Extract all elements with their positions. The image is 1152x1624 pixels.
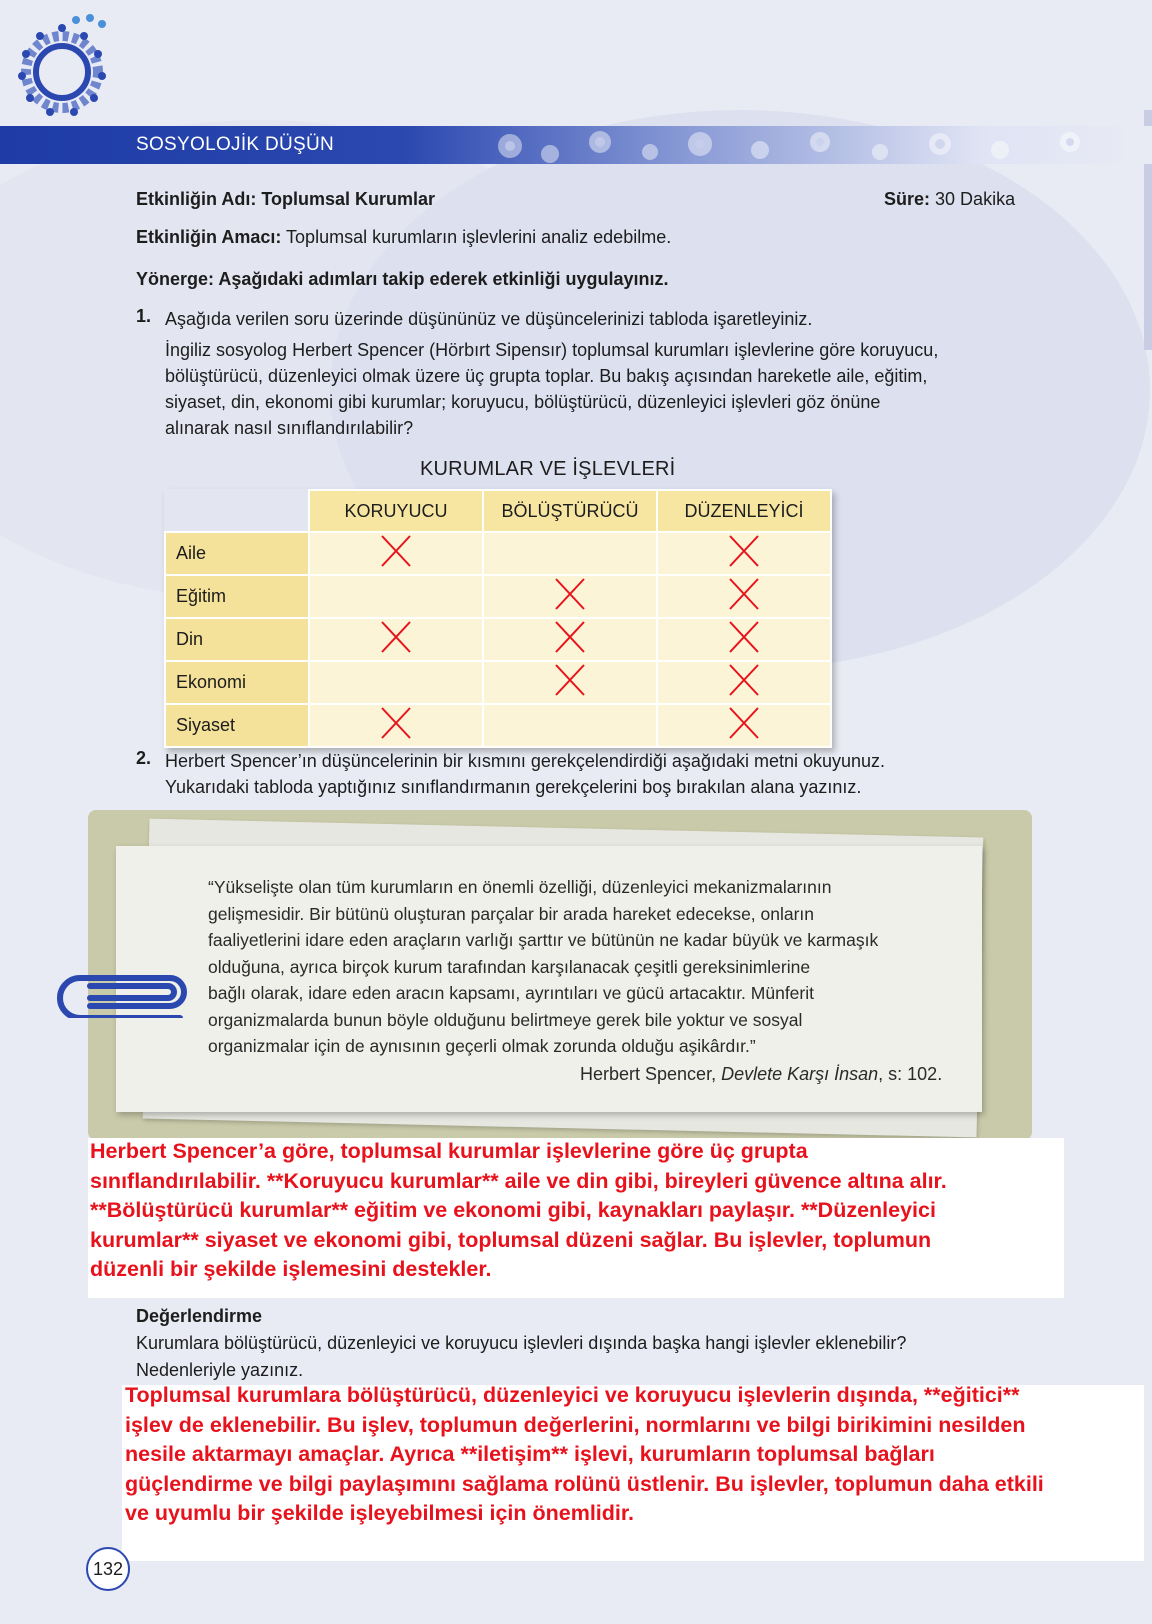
table-cell[interactable] xyxy=(309,575,483,618)
activity-name-value: Toplumsal Kurumlar xyxy=(261,189,436,209)
table-header-row xyxy=(165,490,831,532)
quote-line: bağlı olarak, idare eden aracın kapsamı, ayrıntıları ve gücü artacaktır. Münferit xyxy=(208,983,814,1003)
row-label: Aile xyxy=(165,532,309,575)
answer2-text xyxy=(125,1381,1044,1529)
aim-value: Toplumsal kurumların işlevlerini analiz edebilme. xyxy=(286,227,672,247)
table-cell[interactable] xyxy=(657,618,831,661)
x-mark-icon xyxy=(550,576,590,612)
x-mark-icon xyxy=(550,619,590,655)
quote-source-title: Devlete Karşı İnsan xyxy=(721,1064,879,1084)
column-header-koruyucu: KORUYUCU xyxy=(309,490,483,532)
activity-aim xyxy=(136,224,671,250)
table-cell[interactable] xyxy=(657,661,831,704)
step1-line: alınarak nasıl sınıflandırılabilir? xyxy=(165,418,414,438)
spencer-quote xyxy=(208,874,968,1060)
table-corner xyxy=(165,490,309,532)
table-cell[interactable] xyxy=(309,532,483,575)
activity-name xyxy=(136,186,435,212)
answer-line: güçlendirme ve bilgi paylaşımını sağlama rolünü üstlenir. Bu işlevler, toplumun daha etkili xyxy=(125,1471,1044,1496)
paperclip-icon xyxy=(50,958,200,1018)
quote-line: “Yükselişte olan tüm kurumların en önemli özelliği, düzenleyici mekanizmalarının xyxy=(208,877,832,897)
table-cell[interactable] xyxy=(309,618,483,661)
table-cell[interactable] xyxy=(483,618,657,661)
row-label: Din xyxy=(165,618,309,661)
duration-label: Süre: xyxy=(884,189,931,209)
x-mark-icon xyxy=(724,619,764,655)
answer1-text xyxy=(90,1137,947,1285)
activity-duration xyxy=(884,186,1015,212)
table-cell[interactable] xyxy=(657,532,831,575)
step2-line: Herbert Spencer’ın düşüncelerinin bir kısmını gerekçelendirdiği aşağıdaki metni okuyunuz. xyxy=(165,751,886,771)
step2-line: Yukarıdaki tabloda yaptığınız sınıflandırmanın gerekçelerini boş bırakılan alana yazınız. xyxy=(165,777,862,797)
column-header-duzenleyici: DÜZENLEYİCİ xyxy=(657,490,831,532)
answer-line: Herbert Spencer’a göre, toplumsal kurumlar işlevlerine göre üç grupta xyxy=(90,1139,808,1163)
step2-number: 2. xyxy=(136,748,152,768)
row-label: Ekonomi xyxy=(165,661,309,704)
table-title: KURUMLAR VE İŞLEVLERİ xyxy=(420,458,676,480)
answer-line: **Bölüştürücü kurumlar** eğitim ve ekonomi gibi, kaynakları paylaşır. **Düzenleyici xyxy=(90,1198,936,1222)
instruction-value: Aşağıdaki adımları takip ederek etkinliği uygulayınız. xyxy=(218,269,669,289)
answer-line: işlev de eklenebilir. Bu işlev, toplumun değerlerini, normlarını ve bilgi birikimini nesilden xyxy=(125,1412,1026,1437)
step1-heading: Aşağıda verilen soru üzerinde düşününüz ve düşüncelerinizi tabloda işaretleyiniz. xyxy=(165,309,813,329)
quote-source-author: Herbert Spencer, xyxy=(580,1064,722,1084)
table-row xyxy=(165,661,831,704)
table-row xyxy=(165,532,831,575)
section-title: SOSYOLOJİK DÜŞÜN xyxy=(136,134,335,155)
quote-line: olduğuna, ayrıca birçok kurum tarafından karşılanacak çeşitli gereksinimlerine xyxy=(208,956,811,977)
table-row xyxy=(165,575,831,618)
step1-line: İngiliz sosyolog Herbert Spencer (Hörbırt Sipensır) toplumsal kurumları işlevlerine göre koruyucu, xyxy=(165,340,939,360)
table-cell[interactable] xyxy=(483,575,657,618)
quote-line: faaliyetlerini idare eden araçların varlığı şarttır ve bütünün ne kadar büyük ve karmaşık xyxy=(208,930,879,950)
quote-source xyxy=(580,1064,942,1085)
column-header-boluşturucu: BÖLÜŞTÜRÜCÜ xyxy=(483,490,657,532)
quote-line: gelişmesidir. Bir bütünü oluşturan parçalar bir arada hareket edecekse, onların xyxy=(208,903,815,924)
institutions-table xyxy=(164,489,832,748)
step1-line: siyaset, din, ekonomi gibi kurumlar; koruyucu, bölüştürücü, düzenleyici işlevleri göz önüne xyxy=(165,392,881,412)
answer-line: sınıflandırılabilir. **Koruyucu kurumlar** aile ve din gibi, bireyleri güvence altına alır. xyxy=(90,1168,947,1193)
activity-instruction xyxy=(136,266,669,292)
answer-line: nesile aktarmayı amaçlar. Ayrıca **iletişim** işlevi, kurumların toplumsal bağları xyxy=(125,1442,935,1466)
x-mark-icon xyxy=(550,662,590,698)
evaluation-heading: Değerlendirme xyxy=(136,1306,263,1326)
table-cell[interactable] xyxy=(309,704,483,747)
page-number: 132 xyxy=(86,1547,130,1591)
step1-line: bölüştürücü, düzenleyici olmak üzere üç grupta toplar. Bu bakış açısından hareketle aile, eğitim, xyxy=(165,366,928,386)
table-row xyxy=(165,618,831,661)
x-mark-icon xyxy=(376,533,416,569)
answer-line: Toplumsal kurumlara bölüştürücü, düzenleyici ve koruyucu işlevlerin dışında, **eğitici** xyxy=(125,1383,1020,1407)
answer-line: ve uyumlu bir şekilde işleyebilmesi için önemlidir. xyxy=(125,1501,635,1525)
row-label: Siyaset xyxy=(165,704,309,747)
table-cell[interactable] xyxy=(657,704,831,747)
table-cell[interactable] xyxy=(483,532,657,575)
x-mark-icon xyxy=(724,576,764,612)
x-mark-icon xyxy=(724,705,764,741)
quote-source-page: , s: 102. xyxy=(878,1064,943,1084)
answer-line: düzenli bir şekilde işlemesini destekler. xyxy=(90,1257,492,1281)
x-mark-icon xyxy=(376,619,416,655)
aim-label: Etkinliğin Amacı: xyxy=(136,227,282,247)
table-cell[interactable] xyxy=(483,661,657,704)
quote-line: organizmalar için de aynısının geçerli olmak zorunda olduğu aşikârdır.” xyxy=(208,1036,756,1056)
row-label: Eğitim xyxy=(165,575,309,618)
instruction-label: Yönerge: xyxy=(136,269,215,289)
table-row xyxy=(165,704,831,747)
table-cell[interactable] xyxy=(483,704,657,747)
activity-name-label: Etkinliğin Adı: xyxy=(136,189,257,209)
step1-number: 1. xyxy=(136,306,152,326)
duration-value: 30 Dakika xyxy=(935,189,1016,209)
evaluation-line: Nedenleriyle yazınız. xyxy=(136,1360,304,1380)
people-gear-logo-icon xyxy=(14,10,110,122)
table-cell[interactable] xyxy=(657,575,831,618)
x-mark-icon xyxy=(376,705,416,741)
gears-decoration-icon xyxy=(480,124,1150,172)
table-cell[interactable] xyxy=(309,661,483,704)
evaluation-line: Kurumlara bölüştürücü, düzenleyici ve koruyucu işlevleri dışında başka hangi işlevler eklenebilir? xyxy=(136,1333,907,1353)
x-mark-icon xyxy=(724,662,764,698)
answer-line: kurumlar** siyaset ve ekonomi gibi, toplumsal düzeni sağlar. Bu işlevler, toplumun xyxy=(90,1227,932,1252)
x-mark-icon xyxy=(724,533,764,569)
quote-line: organizmalarda bunun böyle olduğunu belirtmeye gerek bile yoktur ve sosyal xyxy=(208,1009,803,1030)
